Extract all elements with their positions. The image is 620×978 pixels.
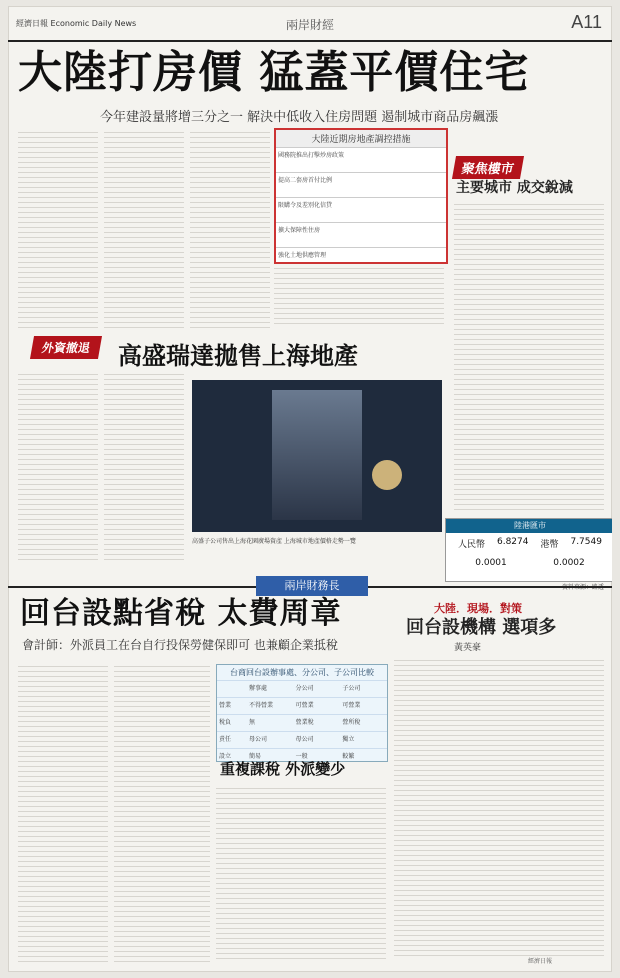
table-cell: 責任 xyxy=(217,731,247,748)
table-cell: 母公司 xyxy=(294,731,341,748)
policy-row: 限購令及差別化信貸 xyxy=(276,197,446,222)
table-header-cell: 子公司 xyxy=(340,680,387,697)
policy-row: 強化土地供應管理 xyxy=(276,247,446,272)
table-cell: 營所稅 xyxy=(340,714,387,731)
table-cell: 稅負 xyxy=(217,714,247,731)
exchange-rate-change-row xyxy=(446,554,612,572)
exchange-rate-box xyxy=(445,518,612,582)
bottom-section-band: 兩岸財務長 xyxy=(256,576,368,596)
rmb-change: 0.0001 xyxy=(475,558,507,568)
table-header-cell: 辦事處 xyxy=(247,680,294,697)
comparison-table-grid xyxy=(217,680,387,765)
side-title: 主要城市 成交銳減 xyxy=(456,180,573,196)
photo-caption: 高盛子公司售出上海花園廣場資產 上海城市地產價格走勢一覽 xyxy=(192,538,356,545)
main-headline: 大陸打房價 猛蓋平價住宅 xyxy=(18,47,530,98)
main-subhead: 今年建設量將增三分之一 解決中低收入住房問題 遏制城市商品房飆漲 xyxy=(100,110,499,125)
middle-tag: 外資撤退 xyxy=(30,336,102,359)
table-cell: 獨立 xyxy=(340,731,387,748)
rmb-label: 人民幣 xyxy=(457,540,485,550)
table-cell: 可營業 xyxy=(340,697,387,714)
table-cell: 一般 xyxy=(294,748,341,765)
article-column-1 xyxy=(18,128,98,328)
side-article-text xyxy=(454,200,604,510)
bottom-text-col-2 xyxy=(114,662,210,962)
middle-left-text-2 xyxy=(104,370,184,560)
right-bottom-tag: 大陸．現場．對策 xyxy=(434,602,522,615)
light-glow xyxy=(372,460,402,490)
right-bottom-title: 回台設機構 選項多 xyxy=(406,617,557,638)
table-cell: 母公司 xyxy=(247,731,294,748)
building-photo xyxy=(192,380,442,532)
policy-timeline-title: 大陸近期房地產調控措施 xyxy=(276,130,446,147)
side-tag: 聚焦樓市 xyxy=(452,156,524,179)
table-header-cell xyxy=(217,680,247,697)
footer-mark: 經濟日報 xyxy=(528,958,553,965)
tower-shape xyxy=(272,390,362,520)
table-cell: 營業稅 xyxy=(294,714,341,731)
masthead-left: 經濟日報 Economic Daily News xyxy=(16,19,137,28)
table-cell: 較繁 xyxy=(340,748,387,765)
comparison-table xyxy=(216,664,388,762)
secondary-headline: 重複課稅 外派變少 xyxy=(220,760,346,778)
newspaper-page xyxy=(8,6,612,972)
bottom-text-col-1 xyxy=(18,662,108,962)
policy-row: 擴大保障性住房 xyxy=(276,222,446,247)
policy-row: 國務院推出打擊炒房政策 xyxy=(276,147,446,172)
table-cell: 無 xyxy=(247,714,294,731)
masthead-bar xyxy=(8,6,612,42)
comparison-table-title: 台商回台設辦事處、分公司、子公司比較 xyxy=(230,668,374,677)
section-title: 兩岸財經 xyxy=(285,18,334,32)
table-cell: 營業 xyxy=(217,697,247,714)
hkd-value: 7.7549 xyxy=(570,537,602,547)
article-column-2 xyxy=(104,128,184,328)
rmb-value: 6.8274 xyxy=(496,537,529,547)
policy-row: 提高二套房首付比例 xyxy=(276,172,446,197)
bottom-text-col-3 xyxy=(216,784,386,962)
middle-title: 高盛瑞達拋售上海地產 xyxy=(118,342,358,370)
bottom-headline: 回台設點省稅 太費周章 xyxy=(20,596,342,631)
middle-left-text xyxy=(18,370,98,560)
table-cell: 設立 xyxy=(217,748,247,765)
table-cell: 簡易 xyxy=(247,748,294,765)
exchange-rate-row xyxy=(446,533,612,554)
article-column-3 xyxy=(190,128,270,328)
page-number: A11 xyxy=(571,12,602,32)
bottom-text-col-4 xyxy=(394,656,604,960)
right-bottom-author: 黃英豪 xyxy=(454,643,482,653)
table-header-cell: 分公司 xyxy=(294,680,341,697)
table-cell: 不得營業 xyxy=(247,697,294,714)
hkd-change: 0.0002 xyxy=(553,558,585,568)
policy-timeline-box xyxy=(274,128,448,264)
bottom-subhead: 會計師：外派員工在台自行投保勞健保即可 也兼顧企業抵稅 xyxy=(22,638,338,652)
hkd-label: 港幣 xyxy=(540,540,559,550)
exchange-rate-title: 陸港匯市 xyxy=(446,519,612,533)
table-cell: 可營業 xyxy=(294,697,341,714)
article-column-4 xyxy=(274,264,444,328)
